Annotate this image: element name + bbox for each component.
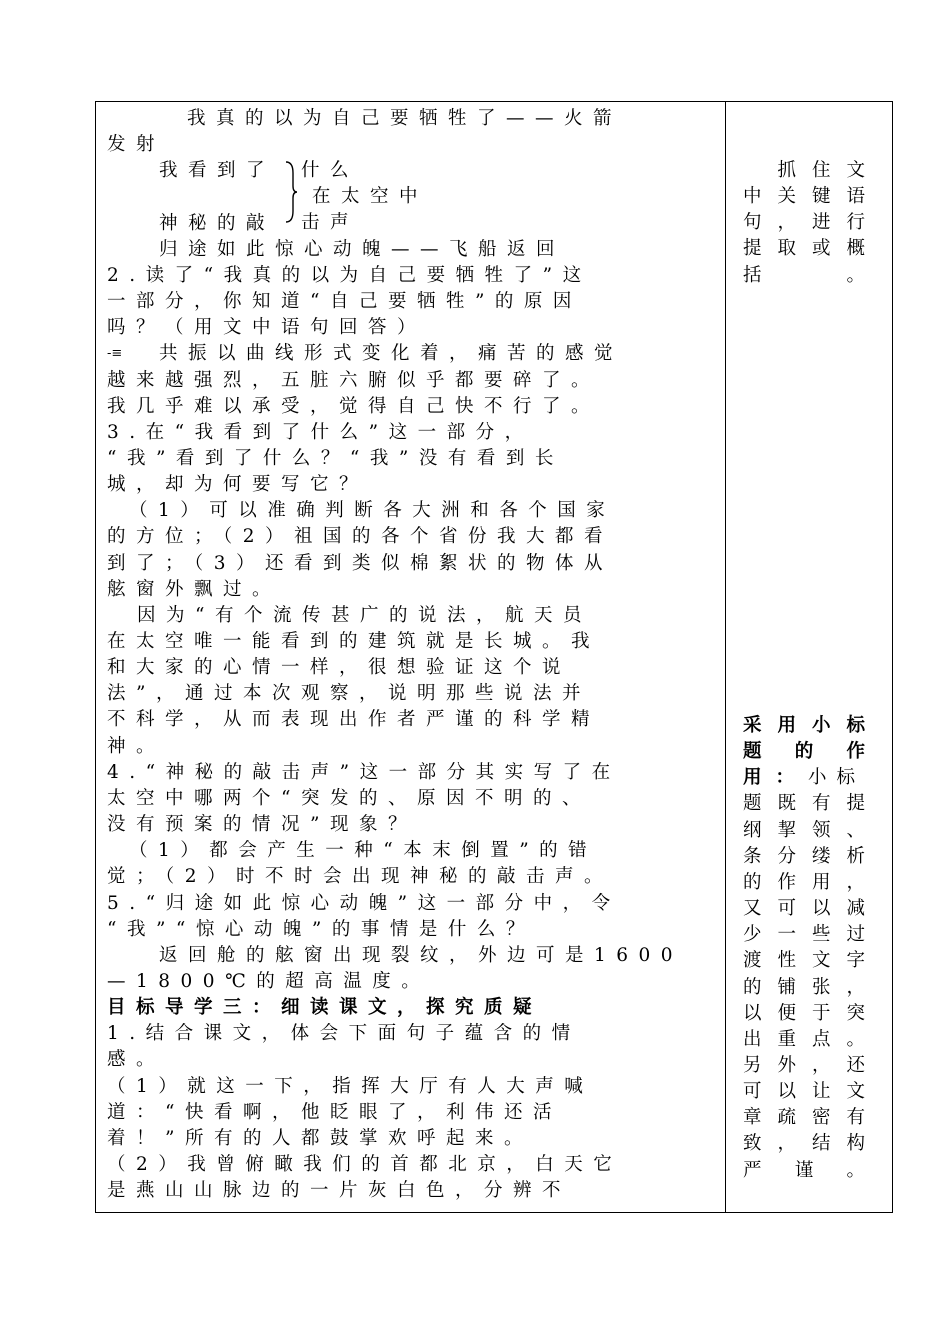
brace-icon (284, 161, 298, 223)
text-line: 城，却为何要写它？ (107, 474, 369, 496)
note-tail: 小标 (807, 767, 865, 789)
text-line: “我”“惊心动魄”的事情是什么？ (107, 918, 535, 940)
brace-item-top: 什么 (301, 160, 360, 181)
text-line: 到了；（3）还看到类似棉絮状的物体从 (107, 552, 614, 574)
note-line: 又 可 以 减 (743, 898, 865, 920)
text-line: 法”，通过本次观察，说明那些说法并 (107, 683, 591, 705)
text-line: 我看到了 (159, 160, 276, 182)
text-line: 舷窗外飘过。 (107, 578, 282, 600)
text-line: 2.读了“我真的以为自己要牺牲了”这 (107, 264, 592, 286)
text-line: 越来越强烈，五脏六腑似乎都要碎了。 (107, 369, 601, 391)
text-line: 不科学，从而表现出作者严谨的科学精 (107, 709, 601, 731)
note-line: 抓 住 文 (777, 160, 865, 181)
text-line: 我几乎难以承受，觉得自己快不行了。 (107, 395, 601, 417)
text-line: （2）我曾俯瞰我们的首都北京，白天它 (107, 1154, 623, 1175)
note-line: 用 ： 小标 (743, 765, 865, 791)
brace-item-bottom: 击声 (301, 212, 360, 233)
text-line: 神秘的敲 (159, 212, 276, 234)
text-line: 归途如此惊心动魄——飞船返回 (159, 238, 566, 260)
text-line: 因为“有个流传甚广的说法，航天员 (137, 604, 592, 626)
text-line: 返回舱的舷窗出现裂纹，外边可是1600 (159, 944, 684, 966)
lesson-table (95, 101, 893, 1213)
note-line: 章 疏 密 有 (743, 1107, 865, 1129)
text-line: 3.在“我看到了什么”这一部分， (107, 421, 534, 443)
text-line: 在太空唯一能看到的建筑就是长城。我 (107, 631, 601, 652)
text-line: 5.“归途如此惊心动魄”这一部分中，令 (107, 892, 621, 914)
text-line: 一部分，你知道“自己要牺牲”的原因 (107, 291, 582, 313)
note-line: 严 谨 。 (743, 1159, 865, 1181)
note-line: 采 用 小 标 (743, 715, 865, 736)
text-line: 4.“神秘的敲击声”这一部分其实写了在 (107, 761, 621, 783)
note-line: 题 的 作 (743, 741, 865, 763)
note-line: 句 ， 进 行 (743, 212, 865, 234)
text-line: “我”看到了什么？“我”没有看到长 (107, 447, 564, 469)
note-line: 可 以 让 文 (743, 1081, 865, 1103)
text-line: 我真的以为自己要牺牲了——火箭 (187, 108, 623, 129)
text-line: 的方位；（2）祖国的各个省份我大都看 (107, 526, 614, 548)
text-line: 神。 (107, 735, 166, 757)
text-line: 觉；（2）时不时会出现神秘的敲击声。 (107, 866, 614, 888)
text-line: 共振以曲线形式变化着，痛苦的感觉 (159, 343, 624, 365)
text-line: （1）可以准确判断各大洲和各个国家 (129, 500, 616, 522)
text-line: 在太空中 (312, 186, 429, 208)
note-line: 出 重 点 。 (743, 1028, 865, 1050)
note-line: 条 分 缕 析 (743, 845, 865, 867)
column-divider (725, 102, 726, 1212)
note-line: 题 既 有 提 (743, 793, 865, 815)
note-line: 少 一 些 过 (743, 924, 865, 946)
text-line: 目标导学三：细读课文，探究质疑 (107, 997, 543, 1019)
note-line: 以 便 于 突 (743, 1002, 865, 1024)
note-line: 中 关 键 语 (743, 186, 865, 208)
list-marker: -≡ (107, 346, 123, 361)
note-line: 致 ， 结 构 (743, 1133, 865, 1155)
text-line: 道：“快看啊，他眨眼了，利伟还活 (107, 1101, 562, 1123)
text-line: 和大家的心情一样，很想验证这个说 (107, 657, 572, 679)
text-line: （1）就这一下，指挥大厅有人大声喊 (107, 1075, 594, 1097)
text-line: 是燕山山脉边的一片灰白色，分辨不 (107, 1180, 572, 1202)
note-line: 括 。 (743, 264, 865, 286)
text-line: 发射 (107, 134, 166, 156)
note-line: 渡 性 文 字 (743, 950, 865, 972)
text-line: 1.结合课文，体会下面句子蕴含的情 (107, 1023, 581, 1045)
text-line: 着！”所有的人都鼓掌欢呼起来。 (107, 1127, 533, 1149)
text-line: 吗？（用文中语句回答） (107, 317, 427, 339)
note-line: 提 取 或 概 (743, 238, 865, 260)
text-line: —1800℃的超高温度。 (107, 970, 431, 992)
text-line: 感。 (107, 1049, 166, 1071)
text-line: 没有预案的情况”现象？ (107, 814, 417, 836)
note-line: 纲 挈 领 、 (743, 819, 865, 841)
text-line: 太空中哪两个“突发的、原因不明的、 (107, 787, 591, 809)
text-line: （1）都会产生一种“本末倒置”的错 (129, 840, 598, 862)
note-line: 的 作 用 ， (743, 871, 865, 893)
note-line: 的 铺 张 ， (743, 976, 865, 998)
note-line: 另 外 ， 还 (743, 1054, 865, 1076)
